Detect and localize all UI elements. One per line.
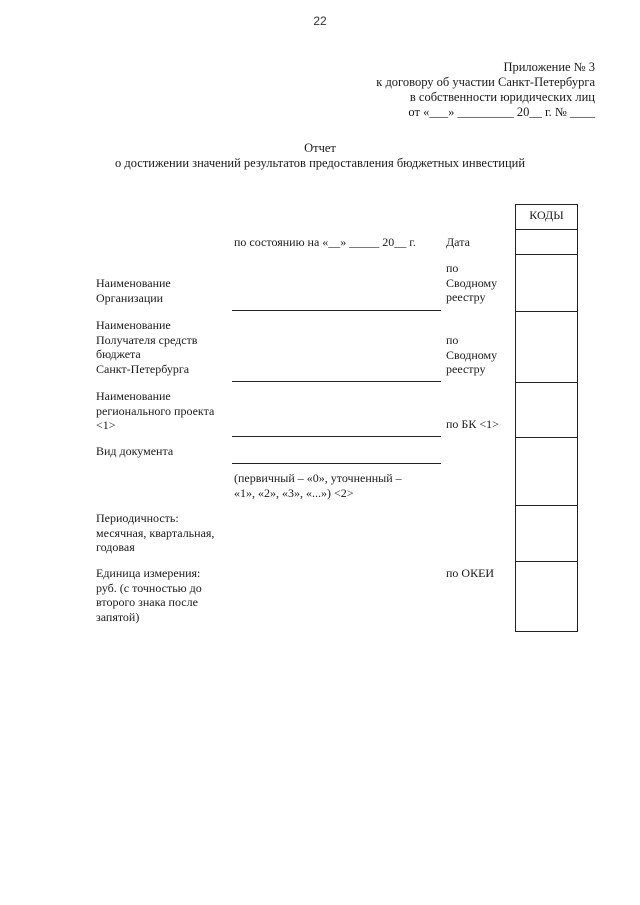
report-subtitle-line: о достижении значений результатов предоставления бюджетных инвестиций <box>114 156 526 170</box>
periodicity-label-line: месячная, квартальная, <box>96 525 215 540</box>
unit-label-line: Единица измерения: <box>96 566 201 580</box>
unit-label <box>96 566 202 624</box>
unit-label-line: руб. (с точностью до <box>96 580 202 595</box>
doc-type-note-line: «1», «2», «3», «...») <2> <box>234 485 354 500</box>
project-field-line[interactable] <box>232 436 441 437</box>
registry-line: Сводному <box>446 347 498 362</box>
project-label-line: регионального проекта <box>96 403 215 418</box>
periodicity-label <box>96 511 214 555</box>
registry-line: Сводному <box>446 275 498 290</box>
registry-line: реестру <box>446 290 486 305</box>
codes-header: КОДЫ <box>529 208 564 222</box>
codes-divider <box>516 254 577 255</box>
code-label-bk: по БК <1> <box>446 417 499 431</box>
code-label-okei: по ОКЕИ <box>446 566 495 580</box>
periodicity-label-line: Периодичность: <box>96 511 179 525</box>
org-label <box>96 276 171 305</box>
appendix-line: Приложение № 3 <box>503 60 595 74</box>
report-title-line: Отчет <box>304 141 336 155</box>
doc-type-field-line[interactable] <box>232 463 441 464</box>
codes-divider <box>516 561 577 562</box>
recipient-label-line: Получателя средств <box>96 332 198 347</box>
unit-label-line: второго знака после <box>96 595 198 610</box>
recipient-label-line: бюджета <box>96 347 141 362</box>
doc-type-note <box>234 471 402 500</box>
project-label-line: <1> <box>96 418 116 433</box>
codes-column <box>515 204 578 632</box>
codes-divider <box>516 437 577 438</box>
recipient-field-line[interactable] <box>232 381 441 382</box>
code-label-registry-recipient <box>446 333 497 377</box>
recipient-label <box>96 318 197 376</box>
codes-divider <box>516 229 577 230</box>
appendix-line: в собственности юридических лиц <box>409 90 595 104</box>
org-label-line: Наименование <box>96 276 171 290</box>
registry-line: реестру <box>446 362 486 377</box>
org-field-line[interactable] <box>232 310 441 311</box>
as-of-date: по состоянию на «__» _____ 20__ г. <box>234 235 416 249</box>
recipient-label-line: Наименование <box>96 318 171 332</box>
appendix-header <box>376 60 595 120</box>
report-title <box>0 141 640 171</box>
unit-label-line: запятой) <box>96 609 140 624</box>
project-label <box>96 389 214 433</box>
codes-divider <box>516 382 577 383</box>
registry-line: по <box>446 261 459 275</box>
org-label-line: Организации <box>96 290 164 305</box>
code-label-registry-org <box>446 261 497 305</box>
project-label-line: Наименование <box>96 389 171 403</box>
page-number: 22 <box>313 14 327 28</box>
periodicity-label-line: годовая <box>96 540 135 555</box>
appendix-line: к договору об участии Санкт-Петербурга <box>376 75 595 89</box>
recipient-label-line: Санкт-Петербурга <box>96 361 190 376</box>
doc-type-note-line: (первичный – «0», уточненный – <box>234 471 402 485</box>
codes-divider <box>516 311 577 312</box>
doc-type-label: Вид документа <box>96 444 174 458</box>
appendix-line: от «___» _________ 20__ г. № ____ <box>408 105 595 119</box>
code-label-date: Дата <box>446 235 470 249</box>
registry-line: по <box>446 333 459 347</box>
codes-divider <box>516 505 577 506</box>
